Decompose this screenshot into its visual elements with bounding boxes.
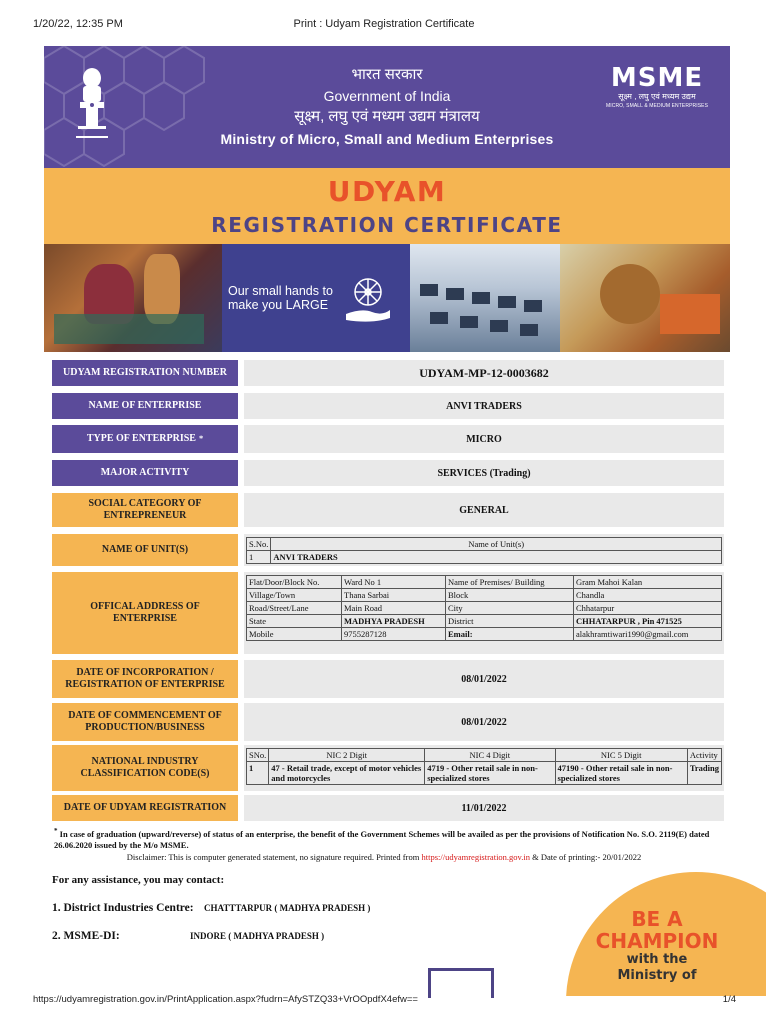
commencement-date-value: 08/01/2022 (244, 703, 724, 741)
address-cell: Village/Town (247, 589, 342, 602)
artisan-photo (44, 244, 222, 352)
nic-header-row (247, 749, 722, 762)
footnote-asterisk: * (54, 827, 58, 835)
address-cell: State (247, 615, 342, 628)
footnote-text: In case of graduation (upward/reverse) of status of an enterprise, the benefit of the Government Schemes will be availed as per the provisions of Notification No. S.O. 2119(E) dated 26.06.2020 issued by the M/o MSME. (54, 828, 710, 850)
nic-cell: 47 - Retail trade, except of motor vehicles and motorcycles (269, 762, 425, 785)
udyam-banner (44, 168, 730, 244)
address-cell: District (446, 615, 574, 628)
table-row (247, 576, 722, 589)
row-major-activity (44, 460, 730, 486)
address-cell: Gram Mahoi Kalan (574, 576, 722, 589)
unit-sno-header: S.No. (247, 538, 271, 551)
tagline-line-2: make you LARGE (228, 298, 329, 312)
registration-number-value: UDYAM-MP-12-0003682 (244, 360, 724, 386)
address-cell: 9755287128 (342, 628, 446, 641)
be-a-champion-promo (566, 872, 766, 996)
assistance-heading: For any assistance, you may contact: (52, 874, 225, 886)
row-unit-name (44, 534, 730, 566)
social-category-label: SOCIAL CATEGORY OF ENTREPRENEUR (52, 493, 238, 527)
graduation-footnote (54, 826, 724, 851)
address-cell: CHHATARPUR , Pin 471525 (574, 615, 722, 628)
table-row (247, 602, 722, 615)
address-table-wrap (244, 572, 724, 654)
unit-name-header: Name of Unit(s) (271, 538, 722, 551)
farming-photo (560, 244, 730, 352)
commencement-date-label: DATE OF COMMENCEMENT OF PRODUCTION/BUSINESS (52, 703, 238, 741)
official-address-label: OFFICAL ADDRESS OF ENTERPRISE (52, 572, 238, 654)
udyam-site-link[interactable]: https://udyamregistration.gov.in (421, 852, 530, 862)
udyam-date-value: 11/01/2022 (244, 795, 724, 821)
row-enterprise-name (44, 393, 730, 419)
hindi-ministry-title: सूक्ष्म, लघु एवं मध्यम उद्यम मंत्रालय (294, 108, 480, 125)
enterprise-type-label (52, 425, 238, 453)
address-cell: Ward No 1 (342, 576, 446, 589)
unit-name-header-row (247, 538, 722, 551)
table-row (247, 615, 722, 628)
print-header (0, 0, 768, 44)
email-link[interactable]: alakhramtiwari1990@gmail.com (574, 628, 722, 641)
print-url: https://udyamregistration.gov.in/PrintApplication.aspx?fudrn=AfySTZQ33+VrOOpdfX4efw== (33, 994, 418, 1005)
hindi-government-title: भारत सरकार (351, 66, 423, 83)
unit-name-label: NAME OF UNIT(S) (52, 534, 238, 566)
nic-header-cell: NIC 5 Digit (555, 749, 687, 762)
tagline-line-1: Our small hands to (228, 284, 333, 298)
nic-cell: 1 (247, 762, 269, 785)
nic-header-cell: NIC 4 Digit (425, 749, 555, 762)
print-title: Print : Udyam Registration Certificate (293, 18, 475, 30)
udyam-date-label: DATE OF UDYAM REGISTRATION (52, 795, 238, 821)
unit-name-cell: ANVI TRADERS (271, 551, 722, 564)
champion-line-3: with the (626, 952, 688, 967)
enterprise-name-label: NAME OF ENTERPRISE (52, 393, 238, 419)
champion-line-2: CHAMPION (595, 929, 719, 953)
row-nic-codes (44, 745, 730, 791)
ashoka-chakra-hand-icon (342, 272, 394, 324)
major-activity-label: MAJOR ACTIVITY (52, 460, 238, 486)
nic-header-cell: SNo. (247, 749, 269, 762)
address-cell: MADHYA PRADESH (342, 615, 446, 628)
disclaimer (0, 852, 768, 862)
ministry-title: Ministry of Micro, Small and Medium Enterprises (220, 131, 554, 147)
address-cell: Email: (446, 628, 574, 641)
row-official-address (44, 572, 730, 654)
msme-di-label: 2. MSME-DI: (52, 930, 120, 942)
row-commencement-date (44, 703, 730, 741)
msme-logo-word: MSME (610, 63, 704, 93)
certificate-title: REGISTRATION CERTIFICATE (211, 213, 563, 237)
table-row (247, 589, 722, 602)
enterprise-type-label-text: TYPE OF ENTERPRISE (86, 433, 196, 444)
nic-cell: 47190 - Other retail sale in non-specialized stores (555, 762, 687, 785)
nic-codes-label: NATIONAL INDUSTRY CLASSIFICATION CODE(S) (52, 745, 238, 791)
msme-di-value: INDORE ( MADHYA PRADESH ) (190, 931, 325, 941)
row-social-category (44, 493, 730, 527)
address-cell: Main Road (342, 602, 446, 615)
msme-logo-english: MICRO, SMALL & MEDIUM ENTERPRISES (605, 103, 709, 109)
champion-line-1: BE A (631, 907, 683, 931)
row-enterprise-type (44, 425, 730, 453)
unit-name-table (246, 537, 722, 564)
address-cell: Road/Street/Lane (247, 602, 342, 615)
champion-line-4: Ministry of (617, 968, 697, 983)
page-number: 1/4 (722, 994, 736, 1005)
nic-table (246, 748, 722, 785)
address-cell: Chandla (574, 589, 722, 602)
champion-text (592, 908, 722, 984)
social-category-value: GENERAL (244, 493, 724, 527)
address-cell: Block (446, 589, 574, 602)
photo-banner (44, 244, 730, 352)
address-table (246, 575, 722, 641)
address-cell: City (446, 602, 574, 615)
government-banner (44, 46, 730, 168)
nic-cell: Trading (687, 762, 721, 785)
incorporation-date-label: DATE OF INCORPORATION / REGISTRATION OF ENTERPRISE (52, 660, 238, 698)
nic-header-cell: Activity (687, 749, 721, 762)
dic-value: CHATTTARPUR ( MADHYA PRADESH ) (204, 903, 371, 913)
nic-header-cell: NIC 2 Digit (269, 749, 425, 762)
row-incorporation-date (44, 660, 730, 698)
row-udyam-date (44, 795, 730, 821)
disclaimer-date: & Date of printing:- 20/01/2022 (530, 852, 642, 862)
address-cell: Chhatarpur (574, 602, 722, 615)
incorporation-date-value: 08/01/2022 (244, 660, 724, 698)
government-of-india-title: Government of India (323, 88, 451, 104)
enterprise-name-value: ANVI TRADERS (244, 393, 724, 419)
table-row (247, 628, 722, 641)
tagline (228, 284, 333, 312)
enterprise-type-asterisk: * (198, 434, 204, 443)
print-footer (0, 992, 768, 1012)
registration-number-label: UDYAM REGISTRATION NUMBER (52, 360, 238, 386)
nic-table-wrap (244, 745, 724, 791)
address-cell: Thana Sarbai (342, 589, 446, 602)
unit-sno-cell: 1 (247, 551, 271, 564)
msme-logo (602, 64, 712, 110)
print-datetime: 1/20/22, 12:35 PM (33, 18, 123, 30)
major-activity-value: SERVICES (Trading) (244, 460, 724, 486)
table-row (247, 762, 722, 785)
nic-cell: 4719 - Other retail sale in non-specialized stores (425, 762, 555, 785)
dic-label: 1. District Industries Centre: (52, 902, 194, 914)
udyam-title: UDYAM (327, 175, 447, 208)
row-registration-number (44, 360, 730, 386)
enterprise-type-value: MICRO (244, 425, 724, 453)
address-cell: Flat/Door/Block No. (247, 576, 342, 589)
table-row (247, 551, 722, 564)
unit-name-table-wrap (244, 534, 724, 566)
tagline-block (222, 244, 402, 352)
address-cell: Name of Premises/ Building (446, 576, 574, 589)
disclaimer-text: Disclaimer: This is computer generated statement, no signature required. Printed from (126, 852, 422, 862)
msme-logo-hindi: सूक्ष्म , लघु एवं मध्यम उद्यम (618, 92, 696, 101)
address-cell: Mobile (247, 628, 342, 641)
office-photo (410, 244, 560, 352)
